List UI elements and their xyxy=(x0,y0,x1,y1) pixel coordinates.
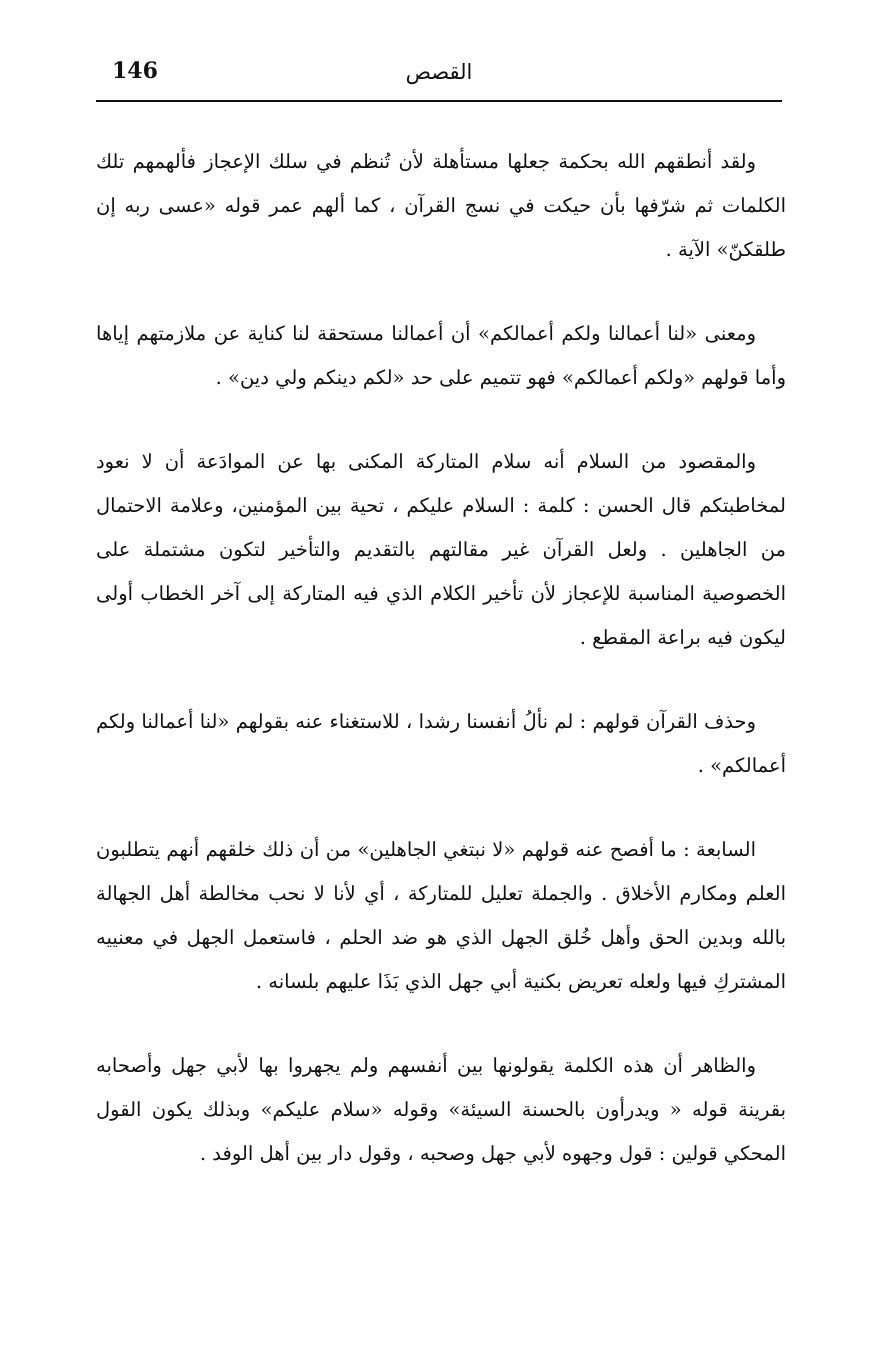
paragraph: ولقد أنطقهم الله بحكمة جعلها مستأهلة لأن تُنظم في سلك الإعجاز فألهمهم تلك الكلمات ثم شرّفها بأن حيكت في نسج القرآن ، كما ألهم عمر قوله «عسى ربه إن طلقكنّ» الآية . xyxy=(96,150,786,261)
paragraph: السابعة : ما أفصح عنه قولهم «لا نبتغي الجاهلين» من أن ذلك خلقهم أنهم يتطلبون العلم ومكارم الأخلاق . والجملة تعليل للمتاركة ، أي لأنا لا نحب مخالطة أهل الجهالة بالله وبدين الحق وأهل خُلق الجهل الذي هو ضد الحلم ، فاستعمل الجهل في معنييه المشتركِ فيها ولعله تعريض بكنية أبي جهل الذي بَذَا عليهم بلسانه . xyxy=(96,838,786,993)
paragraph: وحذف القرآن قولهم : لم نألُ أنفسنا رشدا ، للاستغناء عنه بقولهم «لنا أعمالنا ولكم أعمالكم» . xyxy=(96,710,786,777)
page-header xyxy=(96,56,782,102)
paragraph: ومعنى «لنا أعمالنا ولكم أعمالكم» أن أعمالنا مستحقة لنا كناية عن ملازمتهم إياها وأما قولهم «ولكم أعمالكم» فهو تتميم على حد «لكم دينكم ولي دين» . xyxy=(96,322,786,389)
paragraph: والظاهر أن هذه الكلمة يقولونها بين أنفسهم ولم يجهروا بها لأبي جهل وأصحابه بقرينة قوله « ويدرأون بالحسنة السيئة» وقوله «سلام عليكم» وبذلك يكون القول المحكي قولين : قول وجهوه لأبي جهل وصحبه ، وقول دار بين أهل الوفد . xyxy=(96,1054,786,1165)
body-text xyxy=(96,140,786,1216)
page-number: 146 xyxy=(112,58,158,84)
running-title: القصص xyxy=(405,60,473,84)
paragraph: والمقصود من السلام أنه سلام المتاركة المكنى بها عن الموادَعة أن لا نعود لمخاطبتكم قال الحسن : كلمة : السلام عليكم ، تحية بين المؤمنين، وعلامة الاحتمال من الجاهلين . ولعل القرآن غير مقالتهم بالتقديم والتأخير لتكون مشتملة على الخصوصية المناسبة للإعجاز لأن تأخير الكلام الذي فيه المتاركة إلى آخر الخطاب أولى ليكون فيه براعة المقطع . xyxy=(96,450,786,649)
